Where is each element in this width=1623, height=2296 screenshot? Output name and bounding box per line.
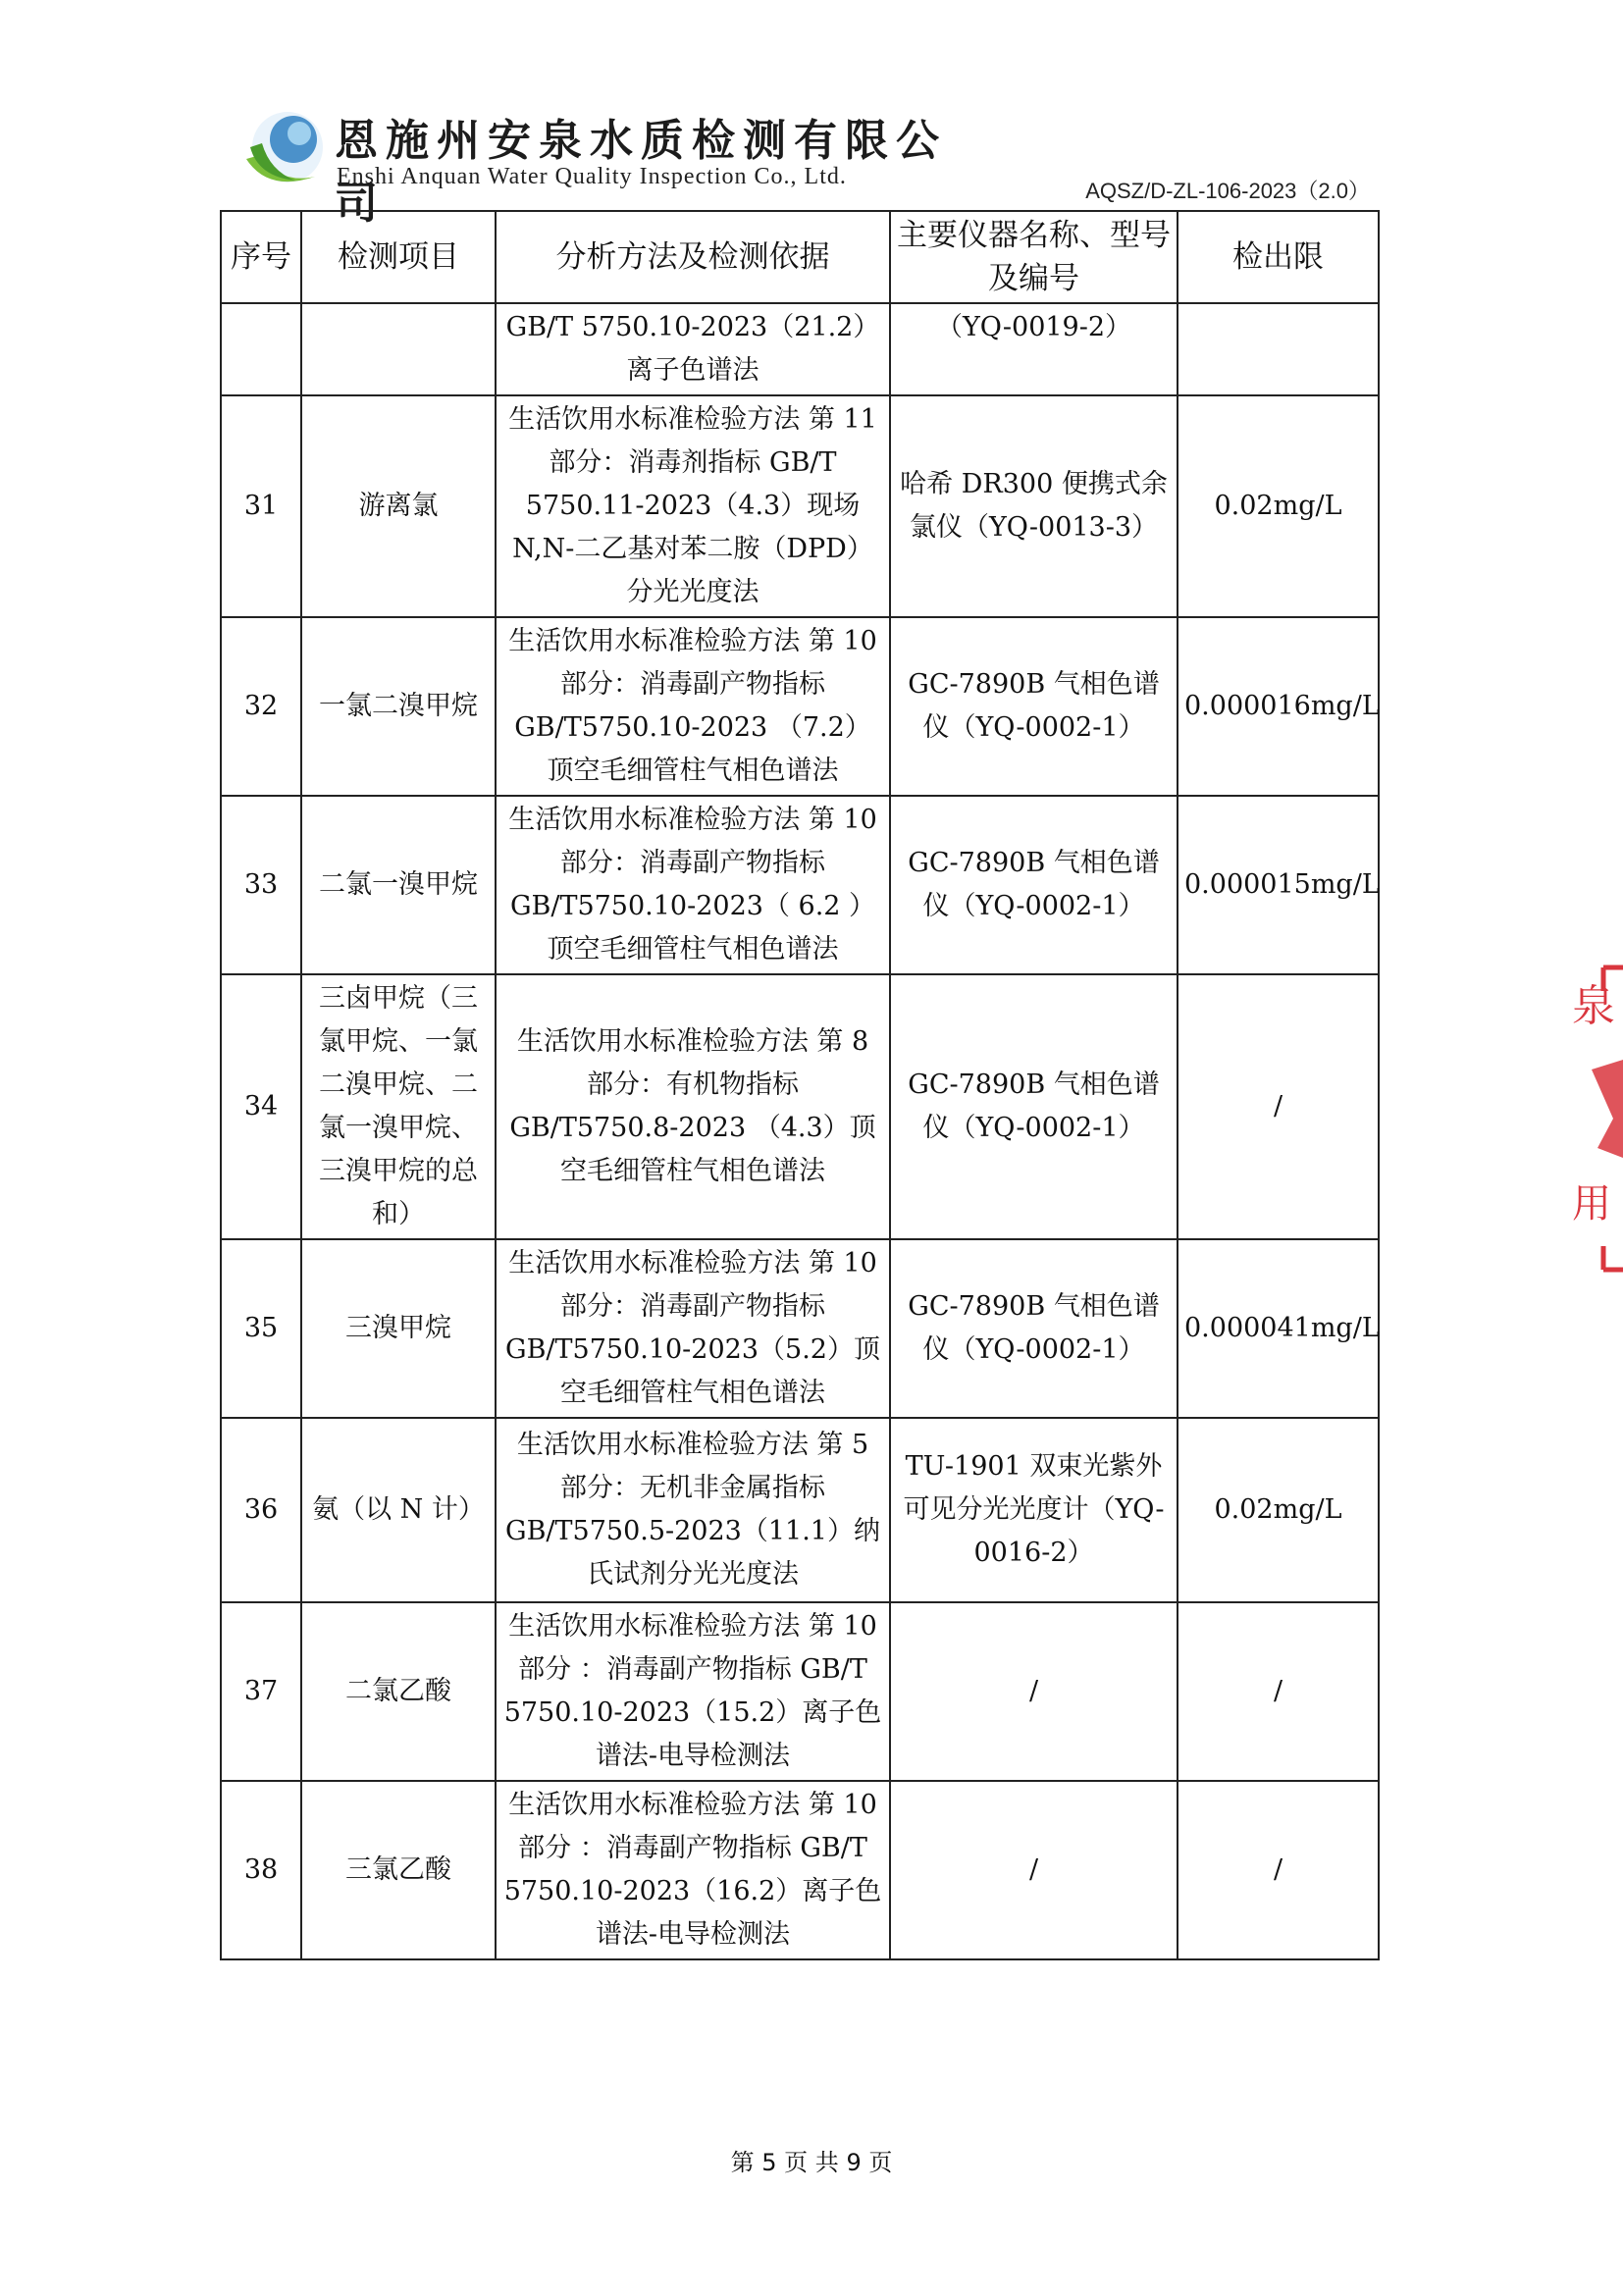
cell-item: 三氯乙酸	[301, 1781, 496, 1959]
cell-no: 34	[221, 974, 301, 1239]
cell-method: 生活饮用水标准检验方法 第 10 部分 ：消毒副产物指标 GB/T 5750.10-2023（16.2）离子色谱法-电导检测法	[496, 1781, 890, 1959]
company-name-en: Enshi Anquan Water Quality Inspection Co., Ltd.	[337, 164, 847, 189]
cell-item: 游离氯	[301, 395, 496, 617]
header-method: 分析方法及检测依据	[496, 211, 890, 303]
page-footer: 第 5 页 共 9 页	[730, 2149, 893, 2176]
cell-instrument: 哈希 DR300 便携式余氯仪（YQ-0013-3）	[890, 395, 1178, 617]
cell-method: 生活饮用水标准检验方法 第 5 部分：无机非金属指标 GB/T5750.5-2023（11.1）纳氏试剂分光光度法	[496, 1418, 890, 1602]
cell-no: 36	[221, 1418, 301, 1602]
cell-instrument: GC-7890B 气相色谱仪（YQ-0002-1）	[890, 617, 1178, 796]
cell-item: 一氯二溴甲烷	[301, 617, 496, 796]
cell-instrument: TU-1901 双束光紫外可见分光光度计（YQ-0016-2）	[890, 1418, 1178, 1602]
table-row	[221, 1781, 1379, 1959]
cell-limit: 0.02mg/L	[1178, 1418, 1379, 1602]
seal-stamp-icon	[1564, 962, 1623, 1276]
svg-text:用: 用	[1572, 1181, 1611, 1226]
cell-method: 生活饮用水标准检验方法 第 10 部分：消毒副产物指标 GB/T5750.10-2023（5.2）顶空毛细管柱气相色谱法	[496, 1239, 890, 1418]
cell-limit: 0.000016mg/L	[1178, 617, 1379, 796]
cell-instrument: （YQ-0019-2）	[890, 303, 1178, 395]
cell-limit: 0.02mg/L	[1178, 395, 1379, 617]
cell-no: 32	[221, 617, 301, 796]
cell-no: 31	[221, 395, 301, 617]
cell-method: 生活饮用水标准检验方法 第 10 部分 ：消毒副产物指标 GB/T 5750.10-2023（15.2）离子色谱法-电导检测法	[496, 1602, 890, 1781]
svg-text:泉: 泉	[1572, 981, 1615, 1031]
table-row	[221, 1418, 1379, 1602]
cell-no: 33	[221, 796, 301, 974]
cell-instrument: GC-7890B 气相色谱仪（YQ-0002-1）	[890, 1239, 1178, 1418]
cell-no: 37	[221, 1602, 301, 1781]
document-number: AQSZ/D-ZL-106-2023（2.0）	[1085, 179, 1370, 203]
cell-no: 38	[221, 1781, 301, 1959]
cell-limit: /	[1178, 1781, 1379, 1959]
header-instrument: 主要仪器名称、型号及编号	[890, 211, 1178, 303]
table-row	[221, 974, 1379, 1239]
cell-item: 二氯一溴甲烷	[301, 796, 496, 974]
company-name-cn: 恩施州安泉水质检测有限公司	[335, 116, 947, 229]
cell-method: GB/T 5750.10-2023（21.2）离子色谱法	[496, 303, 890, 395]
table-row	[221, 796, 1379, 974]
cell-item	[301, 303, 496, 395]
table-row	[221, 395, 1379, 617]
company-logo-icon	[240, 108, 331, 194]
table-row	[221, 617, 1379, 796]
cell-item: 二氯乙酸	[301, 1602, 496, 1781]
table-row	[221, 1602, 1379, 1781]
header-limit: 检出限	[1178, 211, 1379, 303]
cell-item: 三卤甲烷（三氯甲烷、一氯二溴甲烷、二氯一溴甲烷、三溴甲烷的总和）	[301, 974, 496, 1239]
cell-method: 生活饮用水标准检验方法 第 11 部分：消毒剂指标 GB/T 5750.11-2023（4.3）现场 N,N-二乙基对苯二胺（DPD）分光光度法	[496, 395, 890, 617]
cell-limit	[1178, 303, 1379, 395]
cell-item: 氨（以 N 计）	[301, 1418, 496, 1602]
cell-limit: /	[1178, 974, 1379, 1239]
cell-instrument: /	[890, 1781, 1178, 1959]
company-header	[240, 103, 986, 229]
header-item: 检测项目	[301, 211, 496, 303]
cell-instrument: GC-7890B 气相色谱仪（YQ-0002-1）	[890, 974, 1178, 1239]
cell-method: 生活饮用水标准检验方法 第 8 部分：有机物指标 GB/T5750.8-2023 （4.3）顶空毛细管柱气相色谱法	[496, 974, 890, 1239]
cell-no: 35	[221, 1239, 301, 1418]
cell-item: 三溴甲烷	[301, 1239, 496, 1418]
cell-limit: /	[1178, 1602, 1379, 1781]
table-row	[221, 1239, 1379, 1418]
header-no: 序号	[221, 211, 301, 303]
inspection-table	[220, 210, 1380, 1960]
cell-instrument: /	[890, 1602, 1178, 1781]
cell-instrument: GC-7890B 气相色谱仪（YQ-0002-1）	[890, 796, 1178, 974]
cell-method: 生活饮用水标准检验方法 第 10 部分：消毒副产物指标 GB/T5750.10-2023（ 6.2 ）顶空毛细管柱气相色谱法	[496, 796, 890, 974]
cell-limit: 0.000015mg/L	[1178, 796, 1379, 974]
cell-no	[221, 303, 301, 395]
table-header-row	[221, 211, 1379, 303]
table-row	[221, 303, 1379, 395]
cell-limit: 0.000041mg/L	[1178, 1239, 1379, 1418]
cell-method: 生活饮用水标准检验方法 第 10 部分：消毒副产物指标 GB/T5750.10-2023 （7.2）顶空毛细管柱气相色谱法	[496, 617, 890, 796]
